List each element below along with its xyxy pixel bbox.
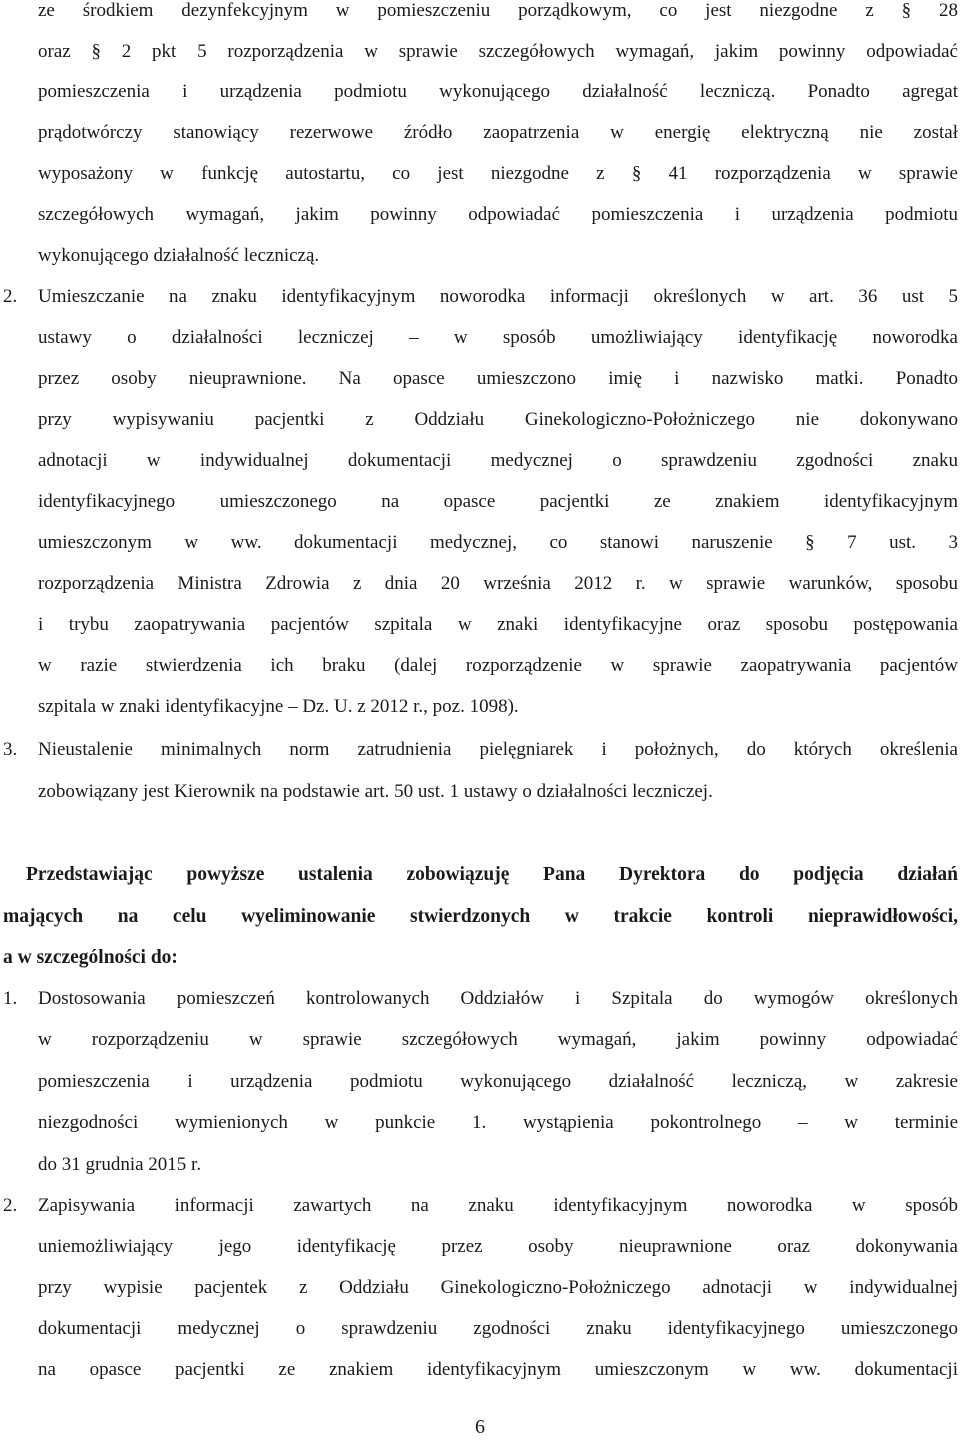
text-line: Nieustalenie minimalnych norm zatrudnienia pielęgniarek i położnych, do których określenia	[38, 739, 958, 760]
text-line: na opasce pacjentki ze znakiem identyfikacyjnym umieszczonym w ww. dokumentacji	[38, 1359, 958, 1380]
text-line: i trybu zaopatrywania pacjentów szpitala w znaki identyfikacyjne oraz sposobu postępowania	[38, 614, 958, 635]
text-line: niezgodności wymienionych w punkcie 1. wystąpienia pokontrolnego – w terminie	[38, 1112, 958, 1133]
text-line: w rozporządzeniu w sprawie szczegółowych wymagań, jakim powinny odpowiadać	[38, 1029, 958, 1050]
directive-line: a w szczególności do:	[3, 947, 178, 968]
directive-line: Przedstawiając powyższe ustalenia zobowiązuję Pana Dyrektora do podjęcia działań	[26, 864, 958, 885]
text-line: szczegółowych wymagań, jakim powinny odpowiadać pomieszczenia i urządzenia podmiotu	[38, 204, 958, 225]
text-line: ustawy o działalności leczniczej – w sposób umożliwiający identyfikację noworodka	[38, 327, 958, 348]
text-line: umieszczonym w ww. dokumentacji medycznej, co stanowi naruszenie § 7 ust. 3	[38, 532, 958, 553]
page-number: 6	[475, 1416, 485, 1438]
text-line: uniemożliwiający jego identyfikację przez osoby nieuprawnione oraz dokonywania	[38, 1236, 958, 1257]
text-line: ze środkiem dezynfekcyjnym w pomieszczeniu porządkowym, co jest niezgodne z § 28	[38, 0, 958, 21]
list-number: 3.	[3, 739, 18, 760]
text-line: przez osoby nieuprawnione. Na opasce umieszczono imię i nazwisko matki. Ponadto	[38, 368, 958, 389]
text-line: prądotwórczy stanowiący rezerwowe źródło zaopatrzenia w energię elektryczną nie został	[38, 122, 958, 143]
list-number: 1.	[3, 988, 18, 1009]
text-line: dokumentacji medycznej o sprawdzeniu zgodności znaku identyfikacyjnego umieszczonego	[38, 1318, 958, 1339]
text-line: przy wypisie pacjentek z Oddziału Ginekologiczno-Położniczego adnotacji w indywidualnej	[38, 1277, 958, 1298]
text-line: wykonującego działalność leczniczą.	[38, 245, 320, 266]
text-line: przy wypisywaniu pacjentki z Oddziału Ginekologiczno-Położniczego nie dokonywano	[38, 409, 958, 430]
list-number: 2.	[3, 1195, 18, 1216]
text-line: Dostosowania pomieszczeń kontrolowanych Oddziałów i Szpitala do wymogów określonych	[38, 988, 958, 1009]
text-line: pomieszczenia i urządzenia podmiotu wykonującego działalność leczniczą, w zakresie	[38, 1071, 958, 1092]
text-line: Zapisywania informacji zawartych na znaku identyfikacyjnym noworodka w sposób	[38, 1195, 958, 1216]
text-line: adnotacji w indywidualnej dokumentacji medycznej o sprawdzeniu zgodności znaku	[38, 450, 958, 471]
text-line: wyposażony w funkcję autostartu, co jest niezgodne z § 41 rozporządzenia w sprawie	[38, 163, 958, 184]
text-line: rozporządzenia Ministra Zdrowia z dnia 20 września 2012 r. w sprawie warunków, sposobu	[38, 573, 958, 594]
text-line: identyfikacyjnego umieszczonego na opasce pacjentki ze znakiem identyfikacyjnym	[38, 491, 958, 512]
text-line: Umieszczanie na znaku identyfikacyjnym noworodka informacji określonych w art. 36 ust 5	[38, 286, 958, 307]
text-line: pomieszczenia i urządzenia podmiotu wykonującego działalność leczniczą. Ponadto agregat	[38, 81, 958, 102]
list-number: 2.	[3, 286, 18, 307]
directive-line: mających na celu wyeliminowanie stwierdzonych w trakcie kontroli nieprawidłowości,	[3, 906, 958, 927]
text-line: zobowiązany jest Kierownik na podstawie art. 50 ust. 1 ustawy o działalności leczniczej.	[38, 781, 713, 802]
text-line: oraz § 2 pkt 5 rozporządzenia w sprawie szczegółowych wymagań, jakim powinny odpowiadać	[38, 41, 958, 62]
text-line: w razie stwierdzenia ich braku (dalej rozporządzenie w sprawie zaopatrywania pacjentów	[38, 655, 958, 676]
text-line: szpitala w znaki identyfikacyjne – Dz. U. z 2012 r., poz. 1098).	[38, 696, 519, 717]
text-line: do 31 grudnia 2015 r.	[38, 1154, 202, 1175]
